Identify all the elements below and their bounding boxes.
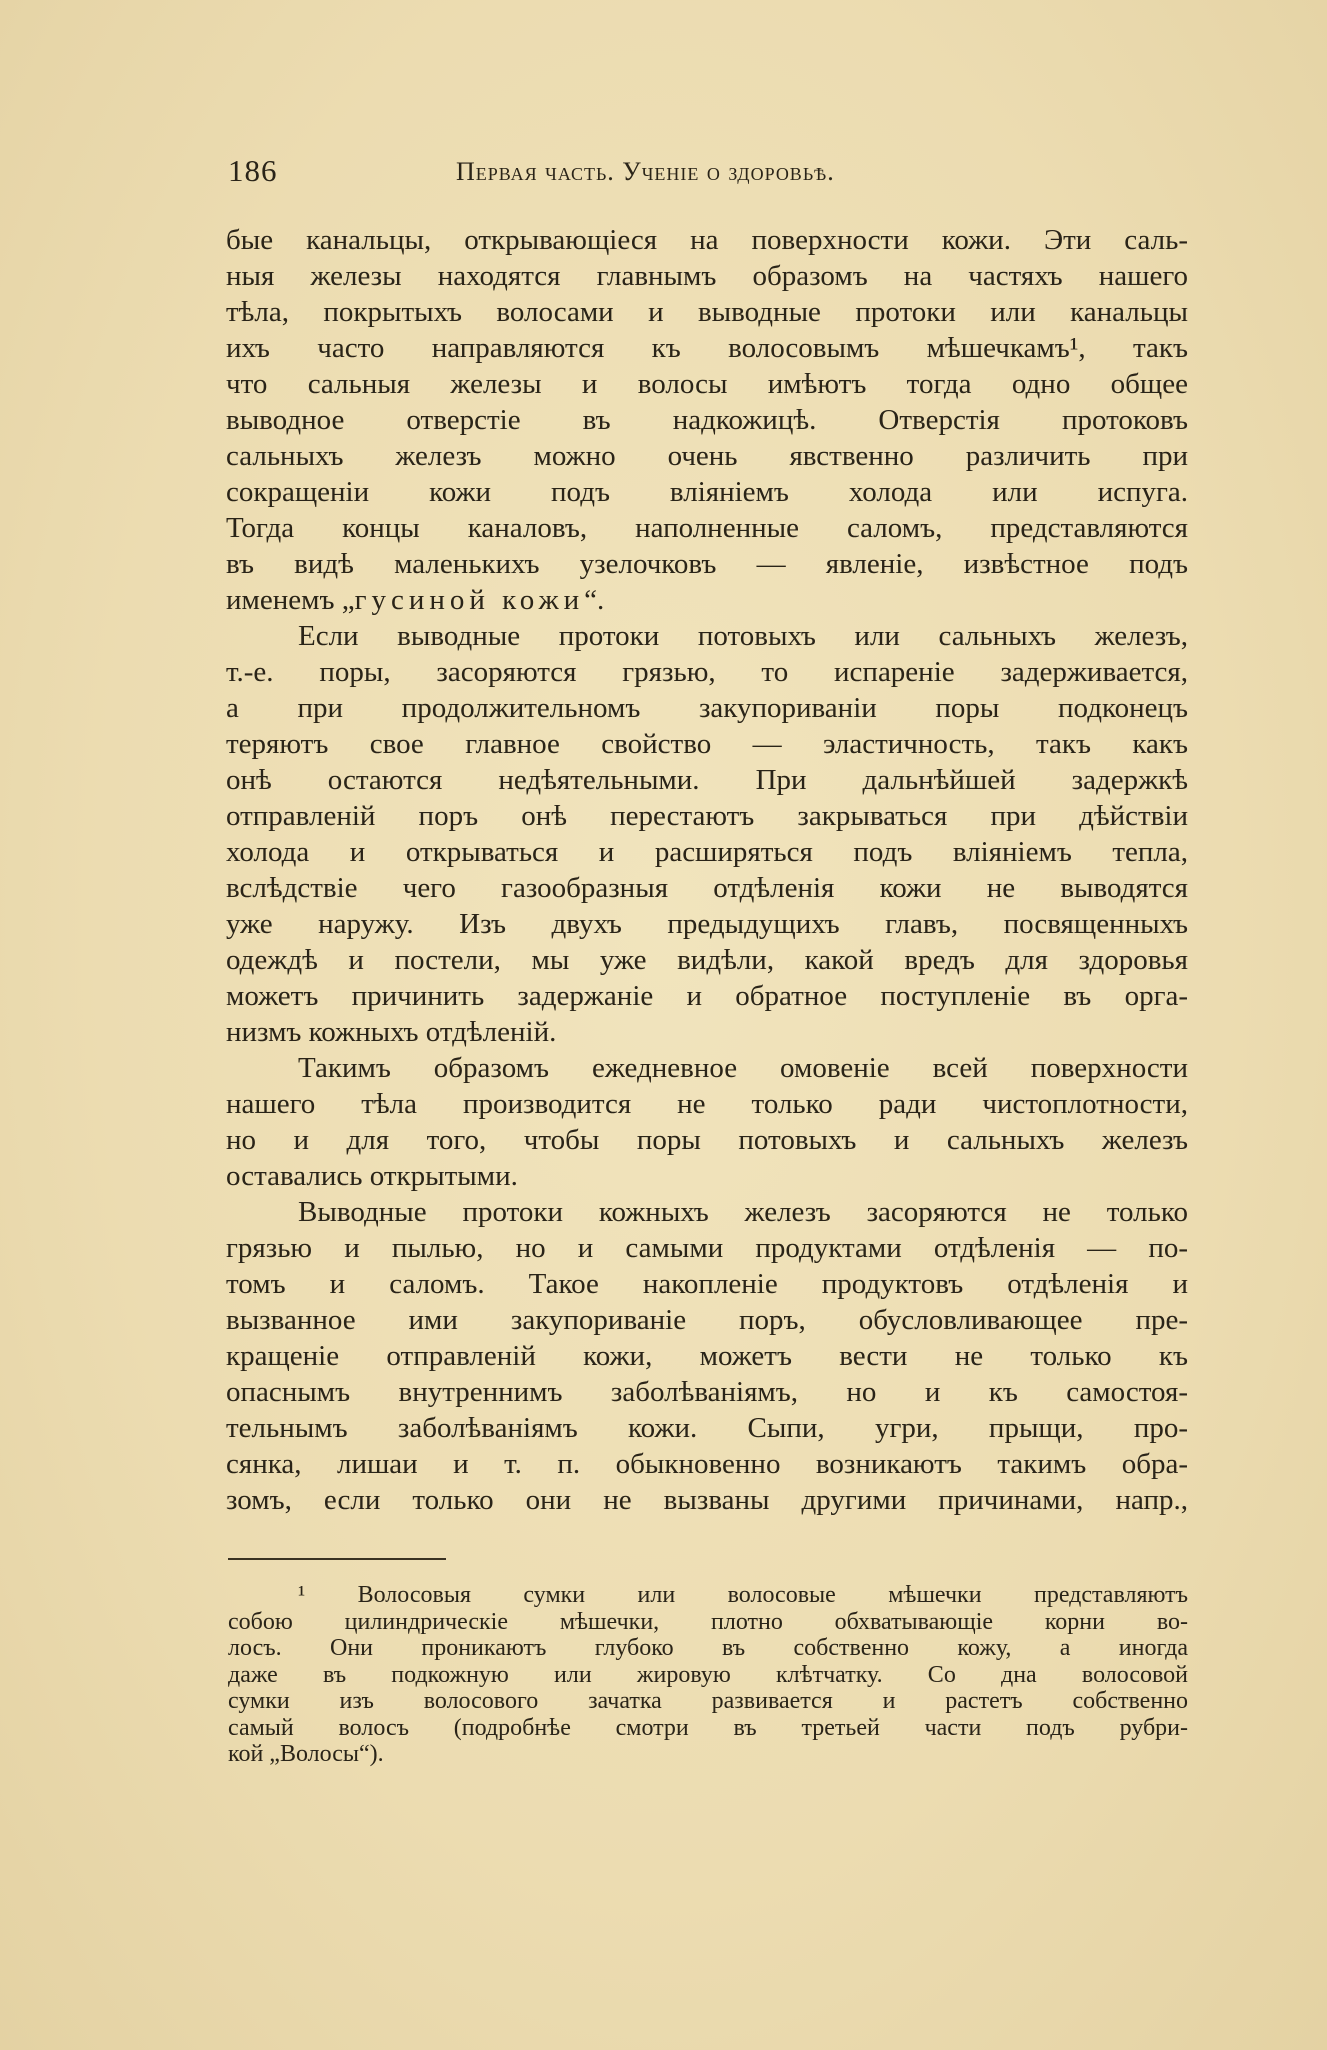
- body-line: уже наружу. Изъ двухъ предыдущихъ главъ, посвященныхъ: [226, 908, 1188, 940]
- emphasized-term: гусиной кожи: [354, 584, 585, 616]
- running-head: Первая часть. Ученіе о здоровьѣ.: [456, 157, 835, 186]
- footnote-line: лосъ. Они проникаютъ глубоко въ собственно кожу, а иногда: [228, 1635, 1188, 1661]
- footnote-line: сумки изъ волосового зачатка развивается и растетъ собственно: [228, 1688, 1188, 1714]
- body-line: вслѣдствіе чего газообразныя отдѣленія кожи не выводятся: [226, 872, 1188, 904]
- body-line: что сальныя железы и волосы имѣютъ тогда одно общее: [226, 368, 1188, 400]
- footnote: [228, 1582, 1188, 1768]
- body-line: зомъ, если только они не вызваны другими причинами, напр.,: [226, 1484, 1188, 1516]
- body-line: сянка, лишаи и т. п. обыкновенно возникаютъ такимъ обра-: [226, 1448, 1188, 1480]
- body-line: сокращеніи кожи подъ вліяніемъ холода или испуга.: [226, 476, 1188, 508]
- body-line: т.-е. поры, засоряются грязью, то испареніе задерживается,: [226, 656, 1188, 688]
- footnote-line: самый волосъ (подробнѣе смотри въ третьей части подъ рубри-: [228, 1714, 1188, 1741]
- body-line: Тогда концы каналовъ, наполненные саломъ, представляются: [226, 512, 1188, 544]
- body-line: бые канальцы, открывающіеся на поверхности кожи. Эти саль-: [226, 224, 1188, 256]
- body-line: выводное отверстіе въ надкожицѣ. Отверстія протоковъ: [226, 404, 1188, 436]
- footnote-line: кой „Волосы“).: [228, 1741, 384, 1767]
- paragraph-start: Такимъ образомъ ежедневное омовеніе всей поверхности: [298, 1052, 1188, 1084]
- body-line: кращеніе отправленій кожи, можетъ вести не только къ: [226, 1340, 1188, 1372]
- body-line: вызванное ими закупориваніе поръ, обусловливающее пре-: [226, 1304, 1188, 1336]
- body-line: оставались открытыми.: [226, 1160, 518, 1192]
- paragraph-start: Выводные протоки кожныхъ железъ засоряются не только: [298, 1196, 1188, 1228]
- body-line-part: именемъ „: [226, 584, 355, 616]
- footnote-line: собою цилиндрическіе мѣшечки, плотно обхватывающіе корни во-: [228, 1608, 1188, 1635]
- body-line-part: “.: [584, 584, 605, 616]
- page-number: 186: [228, 153, 278, 188]
- body-line: онѣ остаются недѣятельными. При дальнѣйшей задержкѣ: [226, 764, 1188, 796]
- body-line: ныя железы находятся главнымъ образомъ на частяхъ нашего: [226, 260, 1188, 292]
- footnote-line: ¹ Волосовыя сумки или волосовые мѣшечки представляютъ: [298, 1582, 1188, 1608]
- footnote-line: даже въ подкожную или жировую клѣтчатку. Со дна волосовой: [228, 1661, 1188, 1688]
- body-line: одеждѣ и постели, мы уже видѣли, какой вредъ для здоровья: [226, 944, 1188, 976]
- body-line: низмъ кожныхъ отдѣленій.: [226, 1016, 557, 1048]
- body-line: можетъ причинить задержаніе и обратное поступленіе въ орга-: [226, 980, 1188, 1012]
- body-text: [226, 222, 1188, 1518]
- body-line: холода и открываться и расширяться подъ вліяніемъ тепла,: [226, 836, 1188, 868]
- body-line: томъ и саломъ. Такое накопленіе продуктовъ отдѣленія и: [226, 1268, 1188, 1300]
- body-line-gusinoy-kozhi: [226, 582, 1188, 618]
- body-line: отправленій поръ онѣ перестаютъ закрываться при дѣйствіи: [226, 800, 1188, 832]
- footnote-separator: [228, 1558, 446, 1560]
- body-line: теряютъ свое главное свойство — эластичность, такъ какъ: [226, 728, 1188, 760]
- body-line: нашего тѣла производится не только ради чистоплотности,: [226, 1088, 1188, 1120]
- paragraph-start: Если выводные протоки потовыхъ или сальныхъ железъ,: [298, 620, 1188, 652]
- body-line: опаснымъ внутреннимъ заболѣваніямъ, но и къ самостоя-: [226, 1376, 1188, 1408]
- body-line: но и для того, чтобы поры потовыхъ и сальныхъ железъ: [226, 1124, 1188, 1156]
- body-line: грязью и пылью, но и самыми продуктами отдѣленія — по-: [226, 1232, 1188, 1264]
- body-line: ихъ часто направляются къ волосовымъ мѣшечкамъ¹, такъ: [226, 332, 1188, 364]
- body-line: въ видѣ маленькихъ узелочковъ — явленіе, извѣстное подъ: [226, 548, 1188, 580]
- body-line: тѣла, покрытыхъ волосами и выводные протоки или канальцы: [226, 296, 1188, 328]
- body-line: сальныхъ железъ можно очень явственно различить при: [226, 440, 1188, 472]
- page-header: [228, 153, 1188, 193]
- body-line: тельнымъ заболѣваніямъ кожи. Сыпи, угри, прыщи, про-: [226, 1412, 1188, 1444]
- body-line: а при продолжительномъ закупориваніи поры подконецъ: [226, 692, 1188, 724]
